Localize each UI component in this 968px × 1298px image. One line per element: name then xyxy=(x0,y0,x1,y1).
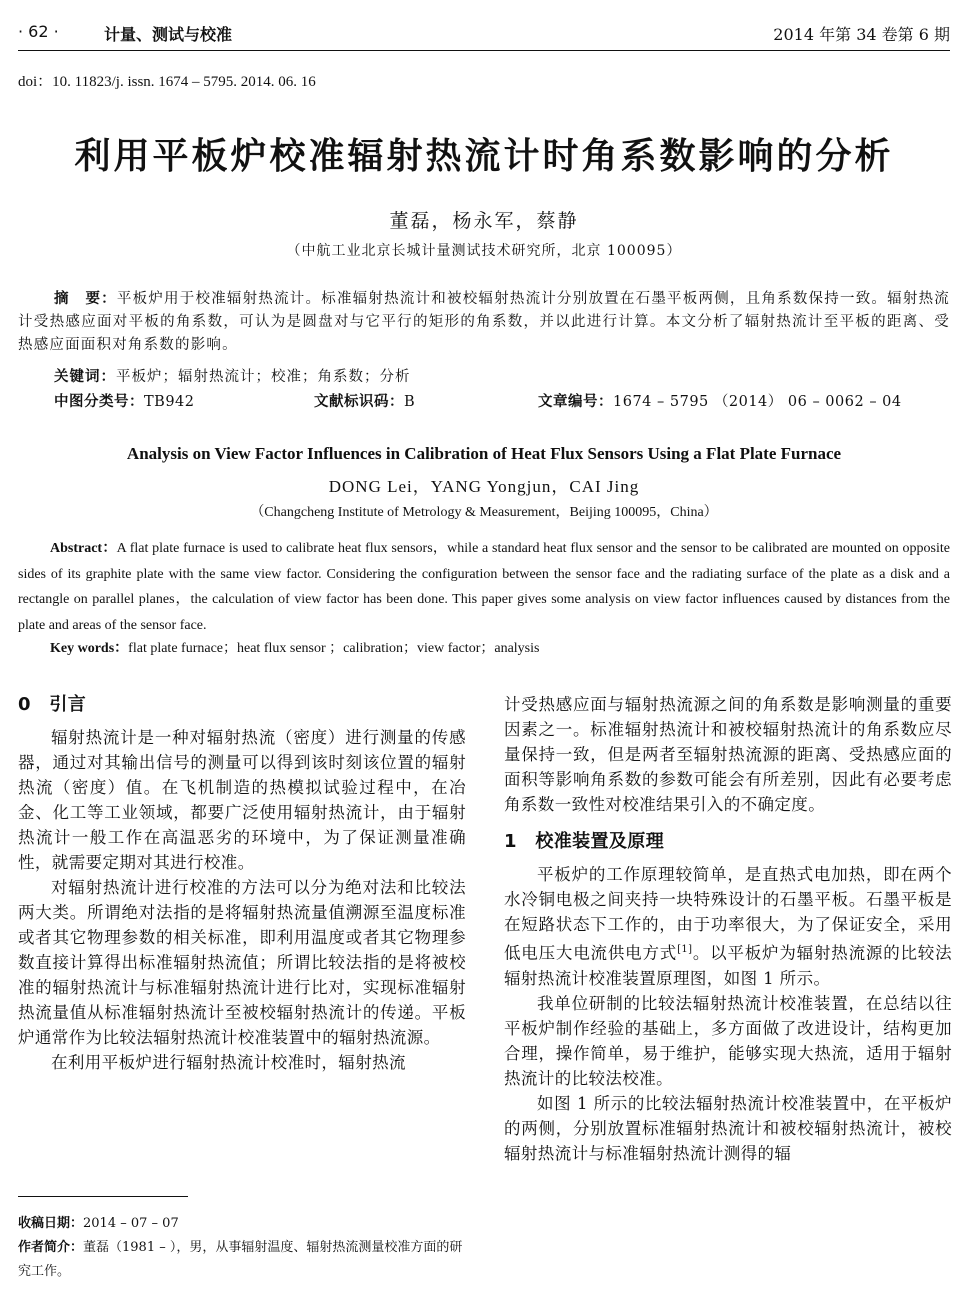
section-0-heading: 0 引言 xyxy=(18,694,87,715)
doc-code: 文献标识码：B xyxy=(314,394,416,410)
paragraph: 辐射热流计是一种对辐射热流（密度）进行测量的传感器，通过对其输出信号的测量可以得到该时刻该位置的辐射热流（密度）值。在飞机制造的热模拟试验过程中，在冶金、化工等工业领域，都要广泛使用辐射热流计，由于辐射热流计一般工作在高温恶劣的环境中，为了保证测量准确性，就需要定期对其进行校准。 xyxy=(18,728,466,872)
header-rule xyxy=(18,50,950,51)
keywords-cn-label: 关键词： xyxy=(54,369,116,385)
abstract-cn xyxy=(18,288,950,357)
clc-number: 中图分类号：TB942 xyxy=(54,394,195,410)
abstract-cn-label: 摘 要： xyxy=(54,291,117,307)
keywords-en-label: Key words： xyxy=(50,641,129,656)
title-en: Analysis on View Factor Influences in Calibration of Heat Flux Sensors Using a Flat Plate Furnace xyxy=(126,444,842,463)
section-1-heading: 1 校准装置及原理 xyxy=(504,831,665,852)
affiliation-cn: （中航工业北京长城计量测试技术研究所，北京 100095） xyxy=(286,243,682,259)
paragraph: 我单位研制的比较法辐射热流计校准装置，在总结以往平板炉制作经验的基础上，多方面做了改进设计，结构更加合理，操作简单，易于维护，能够实现大热流，适用于辐射热流计的比较法校准。 xyxy=(504,993,952,1088)
abstract-en xyxy=(18,536,950,638)
doi: doi：10. 11823/j. issn. 1674 – 5795. 2014. 06. 16 xyxy=(18,74,316,90)
page-number: · 62 · xyxy=(18,22,59,41)
abstract-cn-text: 平板炉用于校准辐射热流计。标准辐射热流计和被校辐射热流计分别放置在石墨平板两侧，且角系数保持一致。辐射热流计受热感应面对平板的角系数，可认为是圆盘对与它平行的矩形的角系数，并以此进行计算。本文分析了辐射热流计至平板的距离、受热感应面面积对角系数的影响。 xyxy=(18,291,950,353)
issue-info: 2014 年第 34 卷第 6 期 xyxy=(773,25,950,44)
paragraph: 平板炉的工作原理较简单，是直热式电加热，即在两个水冷铜电极之间夹持一块特殊设计的石墨平板。石墨平板是在短路状态下工作的，由于功率很大，为了保证安全，采用低电压大电流供电方式[1]。以平板炉为辐射热流源的比较法辐射热流计校准装置原理图，如图 1 所示。 xyxy=(504,865,953,988)
citation-ref[interactable]: [1] xyxy=(677,944,693,955)
keywords-cn xyxy=(54,365,411,386)
footnote-rule xyxy=(18,1196,188,1197)
keywords-cn-text: 平板炉；辐射热流计；校准；角系数；分析 xyxy=(116,369,411,385)
paragraph: 计受热感应面与辐射热流源之间的角系数是影响测量的重要因素之一。标准辐射热流计和被校辐射热流计的角系数应尽量保持一致，但是两者至辐射热流源的距离、受热感应面的面积等影响角系数的参数可能会有所差别，因此有必要考虑角系数一致性对校准结果引入的不确定度。 xyxy=(504,695,952,814)
keywords-en xyxy=(50,637,539,657)
article-number: 文章编号：1674 – 5795 （2014） 06 – 0062 – 04 xyxy=(538,394,902,410)
title-cn: 利用平板炉校准辐射热流计时角系数影响的分析 xyxy=(74,136,894,177)
right-column xyxy=(504,692,952,1166)
journal-section: 计量、测试与校准 xyxy=(104,25,233,44)
keywords-en-text: flat plate furnace；heat flux sensor ；calibration；view factor；analysis xyxy=(128,641,540,656)
paragraph: 如图 1 所示的比较法辐射热流计校准装置中，在平板炉的两侧，分别放置标准辐射热流计和被校辐射热流计，被校辐射热流计与标准辐射热流计测得的辐 xyxy=(504,1093,952,1163)
left-column xyxy=(18,692,466,1075)
affiliation-en: （Changcheng Institute of Metrology & Measurement，Beijing 100095，China） xyxy=(250,505,718,520)
footnote-received: 收稿日期：2014 – 07 – 07 xyxy=(18,1216,179,1231)
footnote-author: 作者简介：董磊（1981 – ），男，从事辐射温度、辐射热流测量校准方面的研究工作。 xyxy=(18,1240,463,1279)
paragraph: 对辐射热流计进行校准的方法可以分为绝对法和比较法两大类。所谓绝对法指的是将辐射热流量值溯源至温度标准或者其它物理参数的相关标准，即利用温度或者其它物理参数直接计算得出标准辐射热流值；所谓比较法指的是将被校准的辐射热流计与标准辐射热流计进行比对，实现标准辐射热流量值从标准辐射热流计至被校辐射热流计的传递。平板炉通常作为比较法辐射热流计校准装置中的辐射热流源。 xyxy=(18,878,466,1047)
abstract-en-label: Abstract： xyxy=(50,541,117,556)
authors-en: DONG Lei，YANG Yongjun，CAI Jing xyxy=(328,477,640,496)
authors-cn: 董磊，杨永军，蔡静 xyxy=(389,210,579,232)
paragraph: 在利用平板炉进行辐射热流计校准时，辐射热流 xyxy=(51,1053,406,1072)
abstract-en-text: A flat plate furnace is used to calibrate heat flux sensors，while a standard heat flux sensor and the sensor to be calibrated are mounted on opposite sides of its graphite plate with the same view factor. Considering the configuration between the sensor face and the radiating surface of the plate as a disk and a rectangle on parallel planes，the calculation of view factor has been done. This paper gives some analysis on view factor influences caused by distances from the plate and areas of the sensor face. xyxy=(18,541,950,633)
